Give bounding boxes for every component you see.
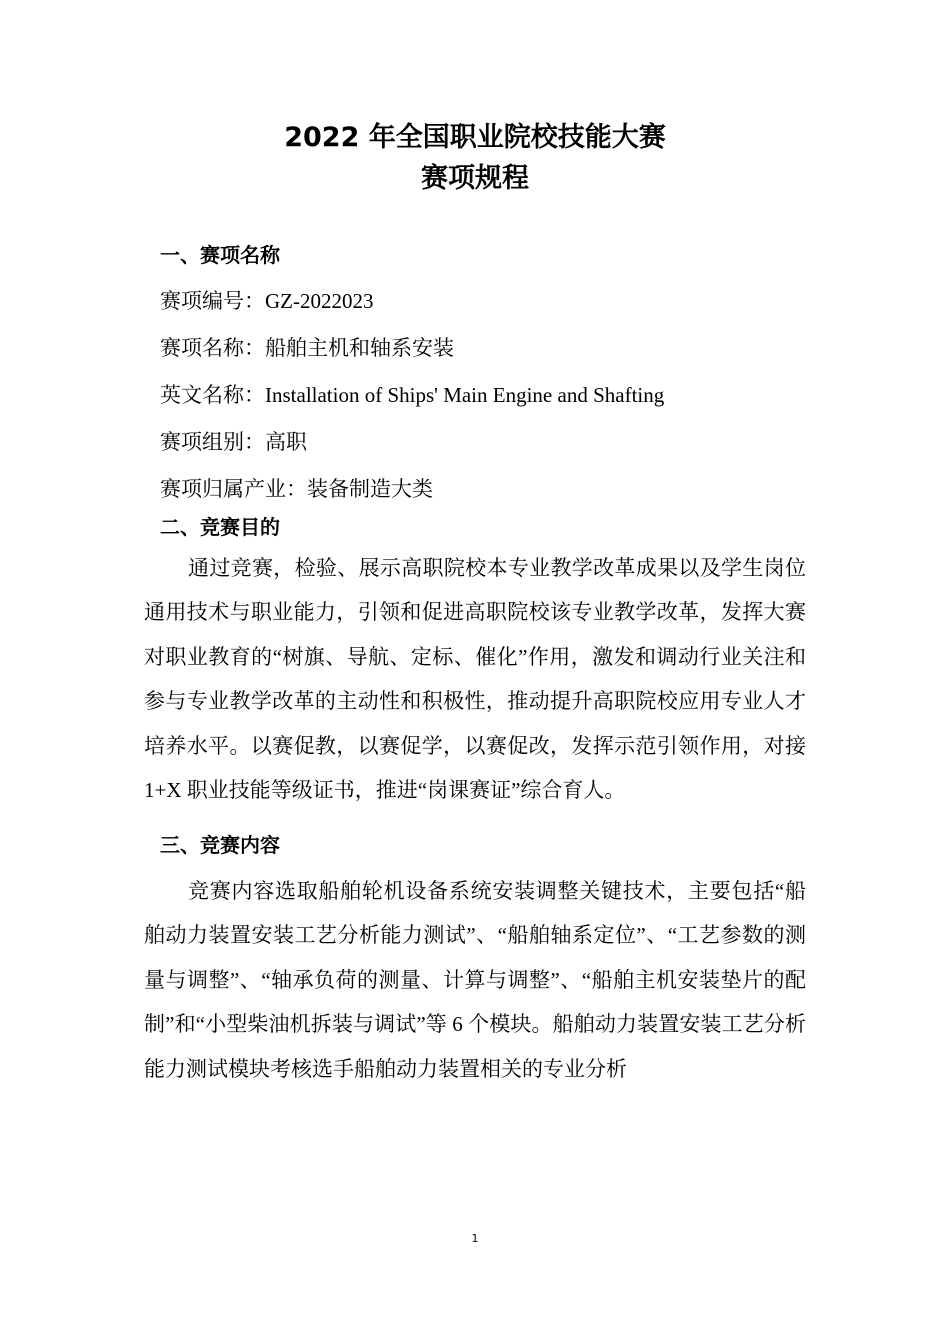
field-english-name: 英文名称：Installation of Ships' Main Engine and Shafting bbox=[160, 383, 665, 407]
field-event-code: 赛项编号：GZ-2022023 bbox=[160, 289, 374, 313]
section-heading-content: 三、竞赛内容 bbox=[160, 833, 280, 857]
section-heading-purpose: 二、竞赛目的 bbox=[160, 515, 280, 539]
document-title: 2022 年全国职业院校技能大赛 bbox=[284, 122, 666, 153]
page-number: 1 bbox=[471, 1232, 479, 1245]
field-event-group: 赛项组别：高职 bbox=[160, 430, 307, 454]
field-event-name: 赛项名称：船舶主机和轴系安装 bbox=[160, 336, 454, 360]
field-industry: 赛项归属产业：装备制造大类 bbox=[160, 477, 433, 501]
paragraph-purpose: 通过竞赛，检验、展示高职院校本专业教学改革成果以及学生岗位通用技术与职业能力，引领和促进高职院校该专业教学改革，发挥大赛对职业教育的“树旗、导航、定标、催化”作用，激发和调动行业关注和参与专业教学改革的主动性和积极性，推动提升高职院校应用专业人才培养水平。以赛促教，以赛促学，以赛促改，发挥示范引领作用，对接 1+X 职业技能等级证书，推进“岗课赛证”综合育人。 bbox=[144, 556, 806, 803]
document-subtitle: 赛项规程 bbox=[421, 163, 529, 194]
paragraph-content: 竞赛内容选取船舶轮机设备系统安装调整关键技术，主要包括“船舶动力装置安装工艺分析能力测试”、“船舶轴系定位”、“工艺参数的测量与调整”、“轴承负荷的测量、计算与调整”、“船舶主机安装垫片的配制”和“小型柴油机拆装与调试”等 6 个模块。船舶动力装置安装工艺分析能力测试模块考核选手船舶动力装置相关的专业分析 bbox=[144, 879, 806, 1081]
section-heading-event-name: 一、赛项名称 bbox=[160, 243, 280, 267]
